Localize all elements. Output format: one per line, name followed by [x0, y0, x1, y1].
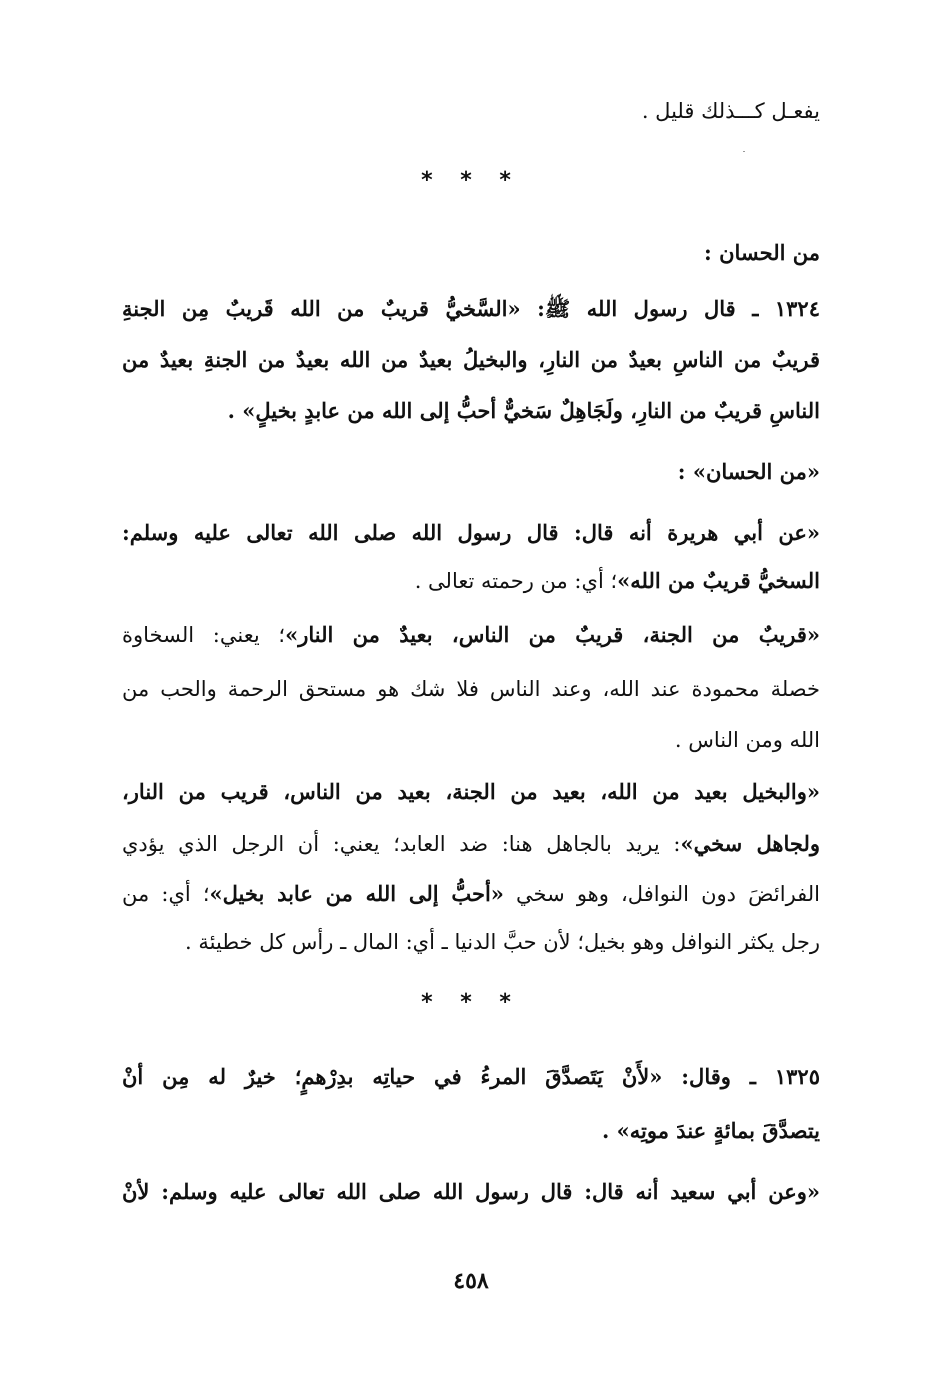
- hadith-1324-line-3: الناسِ قريبٌ من النارِ، ولَجَاهِلٌ سَخيٌّ أحبُّ إلى الله من عابدٍ بخيلٍ» .: [227, 398, 820, 423]
- commentary-3-line-3: [122, 879, 820, 909]
- section-separator: * * *: [421, 168, 521, 193]
- commentary-1-line-1: «عن أبي هريرة أنه قال: قال رسول الله صلى الله تعالى عليه وسلم:: [122, 520, 820, 545]
- explanation-text: : يريد بالجاهل هنا: ضد العابد؛ يعني: أن الرجل الذي يؤدي: [122, 832, 681, 856]
- commentary-3-line-2: [122, 829, 820, 859]
- explanation-text: ؛ أي: من رحمته تعالى .: [414, 569, 618, 593]
- commentary-2-line-2: خصلة محمودة عند الله، وعند الناس فلا شك هو مستحق الرحمة والحب من: [122, 677, 820, 701]
- hadith-1325-line-1: ١٣٢٥ ـ وقال: «لأَنْ يَتَصدَّقَ المرءُ في حياتِه بدِرْهمٍ؛ خيرٌ له مِن أنْ: [122, 1064, 820, 1089]
- quoted-text: ولجاهل سخي»: [680, 831, 820, 856]
- hadith-1325-line-2: يتصدَّقَ بمائةٍ عندَ موتِه» .: [602, 1118, 820, 1143]
- quoted-text: السخيُّ قريبٌ من الله»: [617, 568, 820, 593]
- quoted-text: «قريبٌ من الجنة، قريبٌ من الناس، بعيدٌ من النار»: [285, 622, 820, 647]
- explanation-text: الفرائضَ دون النوافل، وهو سخي: [503, 882, 821, 906]
- commentary-2-line-1: [122, 620, 820, 650]
- hadith-1324-line-2: قريبٌ من الناسِ بعيدٌ من النارِ، والبخيلُ بعيدٌ من الله بعيدٌ من الجنةِ بعيدٌ من: [122, 347, 820, 372]
- commentary-4-line-1: «وعن أبي سعيد أنه قال: قال رسول الله صلى الله تعالى عليه وسلم: لأنْ: [122, 1179, 820, 1204]
- commentary-heading: «من الحسان» :: [677, 459, 820, 484]
- commentary-3-line-4: رجل يكثر النوافل وهو بخيل؛ لأن حبَّ الدنيا ـ أي: المال ـ رأس كل خطيئة .: [185, 930, 820, 954]
- page-number: ٤٥٨: [453, 1268, 489, 1294]
- scan-speck: [743, 151, 745, 152]
- quoted-text: «أحبُّ إلى الله من عابد بخيل»: [209, 881, 504, 906]
- text-line-continuation: يفعـل كـــذلك قليل .: [641, 99, 820, 123]
- explanation-text: ؛ أي: من: [122, 882, 210, 906]
- section-separator: * * *: [421, 990, 521, 1015]
- commentary-3-line-1: «والبخيل بعيد من الله، بعيد من الجنة، بعيد من الناس، قريب من النار،: [122, 779, 820, 804]
- commentary-1-line-2: [122, 566, 820, 596]
- explanation-text: ؛ يعني: السخاوة: [122, 623, 286, 647]
- section-heading: من الحسان :: [704, 240, 820, 265]
- commentary-2-line-3: الله ومن الناس .: [674, 728, 820, 752]
- hadith-1324-line-1: ١٣٢٤ ـ قال رسول الله ﷺ: «السَّخيُّ قريبٌ من الله قَريبٌ مِن الجنةِ: [122, 296, 820, 321]
